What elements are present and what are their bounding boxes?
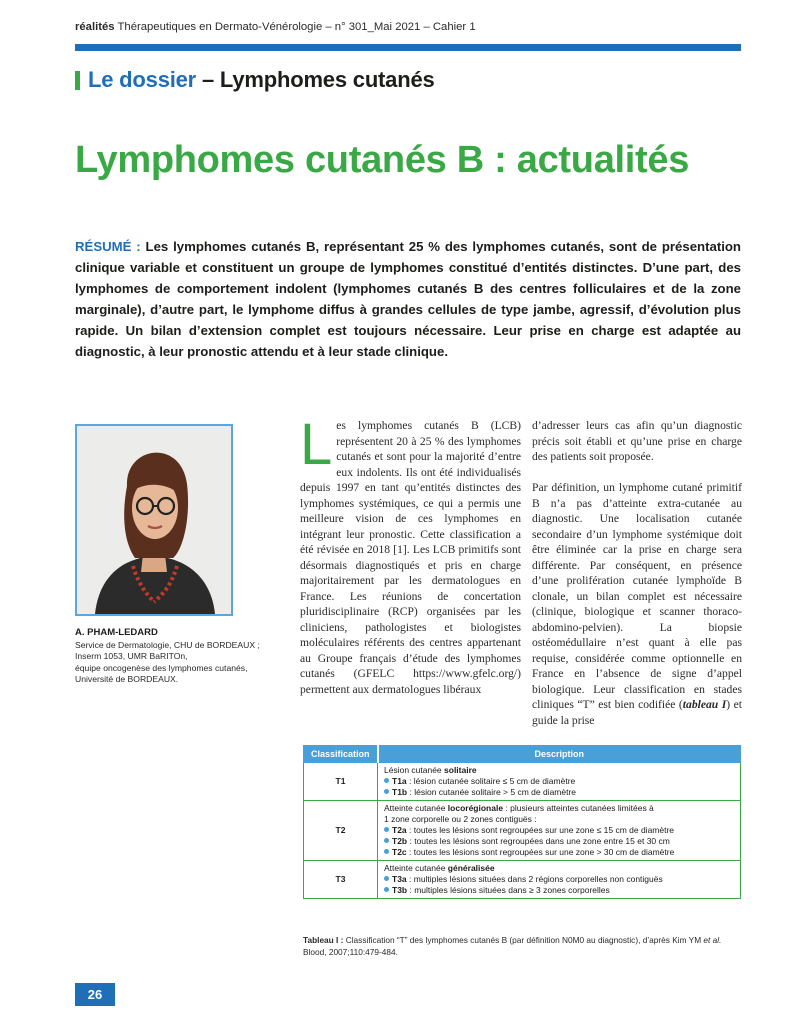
abstract-text: Les lymphomes cutanés B, représentant 25 % des lymphomes cutanés, sont de présentation clinique variable et constituent un groupe de lymphomes constitué d’entités distinctes. D’une part, des lymphomes de comportement indolent (lymphomes cutanés B des centres folliculaires et de la zone marginale), d’autre part, le lymphome diffus à grandes cellules de type jambe, agressif, d’évolution plus rapide. Un bilan d’extension complet est toujours nécessaire. Leur prise en charge est adaptée au diagnostic, à leur pronostic attendu et à leur stade clinique.: [75, 239, 741, 359]
table-row: [304, 763, 741, 801]
table-reference: tableau I: [682, 698, 727, 711]
substage-code: T2b: [392, 836, 408, 846]
caption-end: Blood, 2007;110:479-484.: [303, 946, 398, 957]
dossier-heading: [88, 67, 435, 93]
substage-code: T3a: [392, 874, 407, 884]
table-caption: [303, 935, 741, 958]
body-column-2: [532, 418, 742, 744]
author-portrait-image: [77, 426, 231, 614]
body-column-1: [300, 412, 521, 713]
abstract: [75, 236, 741, 362]
bullet-icon: [384, 887, 389, 892]
stage-description: [378, 861, 741, 899]
list-item: [384, 885, 734, 896]
bullet-icon: [384, 789, 389, 794]
bullet-icon: [384, 876, 389, 881]
substage-text: : toutes les lésions sont regroupées sur une zone > 30 cm de diamètre: [406, 847, 675, 857]
intro-emphasis: solitaire: [444, 765, 477, 775]
body-paragraph: [300, 412, 521, 697]
stage-intro: [384, 863, 734, 874]
substage-code: T1a: [392, 776, 407, 786]
page-number: 26: [75, 983, 115, 1006]
stage-code: T2: [304, 801, 378, 861]
list-item: [384, 847, 734, 858]
article-title: Lymphomes cutanés B : actualités: [75, 139, 690, 181]
table-header-row: [304, 746, 741, 763]
substage-code: T3b: [392, 885, 408, 895]
column-header: Description: [378, 746, 741, 763]
affiliation-line: Inserm 1053, UMR BaRITOn,: [75, 651, 188, 662]
stage-description: [378, 763, 741, 801]
table-row: [304, 861, 741, 899]
dossier-topic: – Lymphomes cutanés: [196, 67, 435, 92]
dossier-marker: [75, 71, 80, 90]
intro-emphasis: locorégionale: [447, 803, 504, 813]
intro-text: Atteinte cutanée: [384, 863, 448, 873]
substage-text: : lésion cutanée solitaire > 5 cm de diamètre: [407, 787, 577, 797]
journal-brand: réalités: [75, 21, 115, 33]
bullet-icon: [384, 849, 389, 854]
caption-italic: et al.: [703, 935, 722, 945]
running-header: [75, 21, 476, 33]
affiliation-line: équipe oncogenèse des lymphomes cutanés,: [75, 662, 248, 673]
paragraph-text: Par définition, un lymphome cutané primitif B n’a pas d’atteinte extra-cutanée au diagnostic. Une localisation cutanée secondaire d’un lymphome systémique doit être éliminée car la prise en charge sera différente. Par conséquent, en présence d’une prolifération cutanée lymphoïde B clonale, un bilan complet est nécessaire (clinique, biologique et scanner thoraco-abdomino-pelvien). La biopsie ostéomédullaire n’est quant à elle pas requise, considérée comme optionnelle en France en l’absence de signe d’appel biologique. Leur classification en stades cliniques “T” est bien codifiée (: [532, 481, 742, 711]
dossier-kicker: Le dossier: [88, 67, 197, 92]
body-paragraph: d’adresser leurs cas afin qu’un diagnostic précis soit établi et qu’une prise en charge des patients soit proposée.: [532, 419, 742, 463]
intro-text: Atteinte cutanée: [384, 803, 448, 813]
list-item: [384, 776, 734, 787]
substage-text: : toutes les lésions sont regroupées dans une zone entre 15 et 30 cm: [407, 836, 670, 846]
abstract-lead: RÉSUMÉ :: [75, 239, 146, 254]
stage-code: T1: [304, 763, 378, 801]
affiliation-line: Service de Dermatologie, CHU de BORDEAUX ;: [75, 640, 260, 650]
substage-text: : multiples lésions situées dans 2 régions corporelles non contiguës: [406, 874, 663, 884]
stage-code: T3: [304, 861, 378, 899]
author-photo: [75, 424, 233, 616]
caption-text: Classification “T” des lymphomes cutanés B (par définition N0M0 au diagnostic), d’après Kim YM: [343, 935, 704, 945]
classification-table: [303, 745, 741, 899]
intro-text: Lésion cutanée: [384, 765, 445, 775]
paragraph-text-end: ) et guide la prise: [532, 698, 742, 727]
stage-intro: [384, 765, 734, 776]
body-paragraph: [532, 480, 742, 728]
intro-emphasis: généralisée: [447, 863, 495, 873]
table-row: [304, 801, 741, 861]
author-name: A. PHAM-LEDARD: [75, 627, 158, 638]
substage-code: T1b: [392, 787, 408, 797]
author-affiliations: [75, 640, 260, 685]
stage-intro-line2: 1 zone corporelle ou 2 zones contiguës :: [384, 814, 537, 824]
journal-issue: Thérapeutiques en Dermato-Vénérologie – n° 301_Mai 2021 – Cahier 1: [114, 21, 476, 33]
substage-code: T2c: [392, 847, 407, 857]
substage-code: T2a: [392, 825, 407, 835]
bullet-icon: [384, 827, 389, 832]
stage-intro: [384, 803, 734, 814]
header-rule: [75, 44, 741, 51]
list-item: [384, 787, 734, 798]
bullet-icon: [384, 778, 389, 783]
bullet-icon: [384, 838, 389, 843]
list-item: [384, 836, 734, 847]
list-item: [384, 825, 734, 836]
substage-text: : multiples lésions situées dans ≥ 3 zones corporelles: [407, 885, 610, 895]
drop-cap: L: [300, 412, 333, 477]
substage-text: : lésion cutanée solitaire ≤ 5 cm de diamètre: [406, 776, 576, 786]
column-header: Classification: [304, 746, 378, 763]
list-item: [384, 874, 734, 885]
paragraph-text: es lymphomes cutanés B (LCB) représentent 20 à 25 % des lymphomes cutanés et sont pour la majorité d’entre eux indolents. Ils ont été individualisés depuis 1997 en tant qu’entités distinctes des lymphomes systémiques, ce qui a permis une meilleure vision de ces lymphomes en intégrant leur pronostic. Cette classification a été révisée en 2018 [1]. Les LCB primitifs sont désormais diagnostiqués et pris en charge majoritairement par les dermatologues en France. Les réunions de concertation pluridisciplinaire (RCP) organisées par les cliniciens, pathologistes et biologistes moléculaires référents des centres appartenant au Groupe français d’étude des lymphomes cutanés (GFELC https://www.gfelc.org/) permettent aux dermatologues libéraux: [300, 419, 521, 696]
substage-text: : toutes les lésions sont regroupées sur une zone ≤ 15 cm de diamètre: [406, 825, 675, 835]
stage-description: [378, 801, 741, 861]
intro-tail: : plusieurs atteintes cutanées limitées à: [503, 803, 654, 813]
caption-label: Tableau I :: [303, 935, 344, 945]
affiliation-line: Université de BORDEAUX.: [75, 673, 179, 684]
